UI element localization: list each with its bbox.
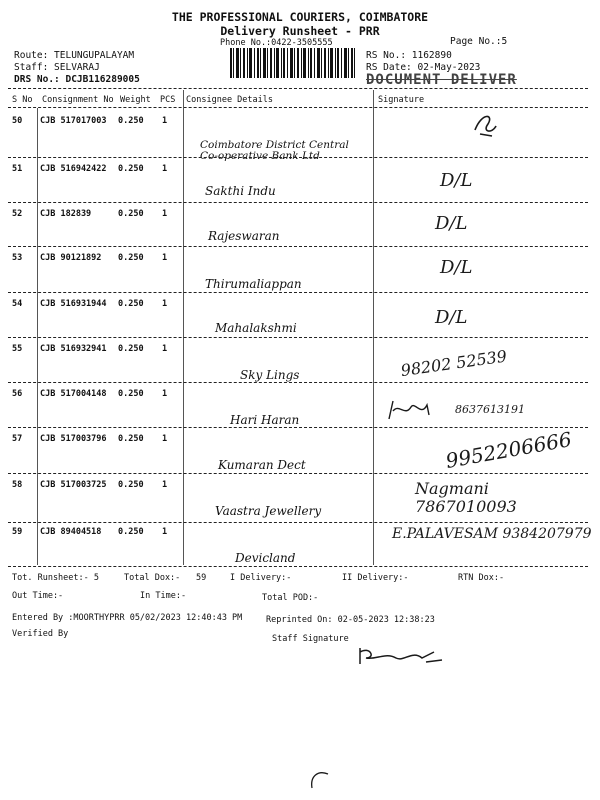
row-sno: 59	[12, 527, 23, 537]
tot-runsheet: Tot. Runsheet:- 5	[12, 573, 99, 583]
header-top-rule	[8, 88, 588, 89]
table-row	[0, 338, 600, 388]
row-pcs: 1	[162, 116, 168, 126]
row-sno: 51	[12, 164, 23, 174]
row-consignment-no: CJB 516942422	[40, 164, 107, 174]
row-signature: 98202 52539	[399, 346, 509, 381]
row-weight: 0.250	[118, 299, 144, 309]
row-weight: 0.250	[118, 344, 144, 354]
row-consignee: Thirumaliappan	[205, 277, 302, 291]
col-signature: Signature	[378, 95, 425, 105]
row-signature: D/L	[435, 213, 468, 234]
row-signature: Nagmani 7867010093	[415, 479, 517, 516]
row-weight: 0.250	[118, 434, 144, 444]
row-weight: 0.250	[118, 253, 144, 263]
page-number: Page No.:5	[450, 36, 508, 47]
row-consignee: Mahalakshmi	[215, 321, 297, 335]
row-consignee: Sky Lings	[240, 368, 300, 382]
row-pcs: 1	[162, 164, 168, 174]
row-sno: 58	[12, 480, 23, 490]
row-pcs: 1	[162, 253, 168, 263]
table-row	[0, 293, 600, 343]
row-consignee: Devicland	[235, 551, 296, 565]
barcode	[230, 48, 355, 78]
row-sno: 56	[12, 389, 23, 399]
row-signature: E.PALAVESAM 9384207979	[392, 526, 592, 542]
rtn-dox: RTN Dox:-	[458, 573, 505, 583]
table-row	[0, 474, 600, 524]
row-consignee: Vaastra Jewellery	[215, 504, 322, 518]
row-consignment-no: CJB 517003725	[40, 480, 107, 490]
row-consignment-no: CJB 89404518	[40, 527, 102, 537]
table-row	[0, 247, 600, 297]
row-signature: 8637613191	[455, 403, 525, 416]
table-row	[0, 158, 600, 208]
row-pcs: 1	[162, 389, 168, 399]
row-consignment-no: CJB 182839	[40, 209, 92, 219]
row-sno: 53	[12, 253, 23, 263]
col-consignment: Consignment No	[42, 95, 114, 105]
row-weight: 0.250	[118, 164, 144, 174]
row-sno: 54	[12, 299, 23, 309]
col-consignee: Consignee Details	[186, 95, 273, 105]
staff-signature-label: Staff Signature	[272, 634, 349, 644]
row-pcs: 1	[162, 344, 168, 354]
row-consignment-no: CJB 90121892	[40, 253, 102, 263]
entered-by: Entered By :MOORTHYPRR 05/02/2023 12:40:43 PM	[12, 613, 243, 623]
delivery-stamp: DOCUMENT DELIVER	[366, 72, 517, 88]
row-weight: 0.250	[118, 480, 144, 490]
signature-scribble	[470, 110, 500, 140]
row-divider	[8, 566, 588, 567]
phone-number: Phone No.:0422-3505555	[220, 38, 333, 48]
row-weight: 0.250	[118, 116, 144, 126]
ii-delivery: II Delivery:-	[342, 573, 409, 583]
row-sno: 52	[12, 209, 23, 219]
col-weight: Weight	[120, 95, 151, 105]
barcode-graphic	[230, 48, 355, 78]
col-sno: S No	[12, 95, 33, 105]
total-dox-value: 59	[196, 573, 207, 583]
reprinted-on: Reprinted On: 02-05-2023 12:38:23	[266, 615, 435, 625]
row-consignment-no: CJB 516931944	[40, 299, 107, 309]
row-signature: D/L	[440, 257, 473, 278]
row-pcs: 1	[162, 434, 168, 444]
runsheet-title: Delivery Runsheet - PRR	[220, 24, 380, 38]
row-pcs: 1	[162, 480, 168, 490]
row-sno: 57	[12, 434, 23, 444]
table-row	[0, 383, 600, 433]
in-time: In Time:-	[140, 591, 187, 601]
row-weight: 0.250	[118, 389, 144, 399]
row-signature: 9952206666	[443, 427, 574, 473]
row-signature: D/L	[435, 307, 468, 328]
row-consignee: Kumaran Dect	[218, 458, 306, 472]
total-pod: Total POD:-	[262, 593, 319, 603]
rs-date: RS Date: 02-May-2023	[366, 62, 481, 73]
table-row	[0, 108, 600, 162]
route: Route: TELUNGUPALAYAM	[14, 50, 135, 61]
drs-number: DRS No.: DCJB116289005	[14, 74, 140, 85]
staff: Staff: SELVARAJ	[14, 62, 100, 73]
col-pcs: PCS	[160, 95, 176, 105]
staff-signature	[356, 644, 446, 668]
i-delivery: I Delivery:-	[230, 573, 292, 583]
row-consignee: Coimbatore District Central Co-operative Bank Ltd	[200, 139, 349, 162]
row-consignee: Rajeswaran	[208, 229, 280, 243]
row-consignee: Sakthi Indu	[205, 184, 276, 198]
mark-scribble	[308, 768, 332, 790]
row-signature: D/L	[440, 170, 473, 191]
total-dox-label: Total Dox:-	[124, 573, 181, 583]
row-consignee: Hari Haran	[230, 413, 300, 427]
row-weight: 0.250	[118, 527, 144, 537]
row-sno: 55	[12, 344, 23, 354]
signature-scribble	[385, 397, 445, 423]
row-pcs: 1	[162, 209, 168, 219]
row-consignment-no: CJB 516932941	[40, 344, 107, 354]
row-pcs: 1	[162, 299, 168, 309]
company-name: THE PROFESSIONAL COURIERS, COIMBATORE	[171, 10, 429, 24]
row-consignment-no: CJB 517003796	[40, 434, 107, 444]
row-weight: 0.250	[118, 209, 144, 219]
row-consignment-no: CJB 517017003	[40, 116, 107, 126]
out-time: Out Time:-	[12, 591, 64, 601]
row-sno: 50	[12, 116, 23, 126]
row-pcs: 1	[162, 527, 168, 537]
table-row	[0, 428, 600, 478]
row-consignment-no: CJB 517004148	[40, 389, 107, 399]
verified-by: Verified By	[12, 629, 69, 639]
rs-number: RS No.: 1162890	[366, 50, 452, 61]
